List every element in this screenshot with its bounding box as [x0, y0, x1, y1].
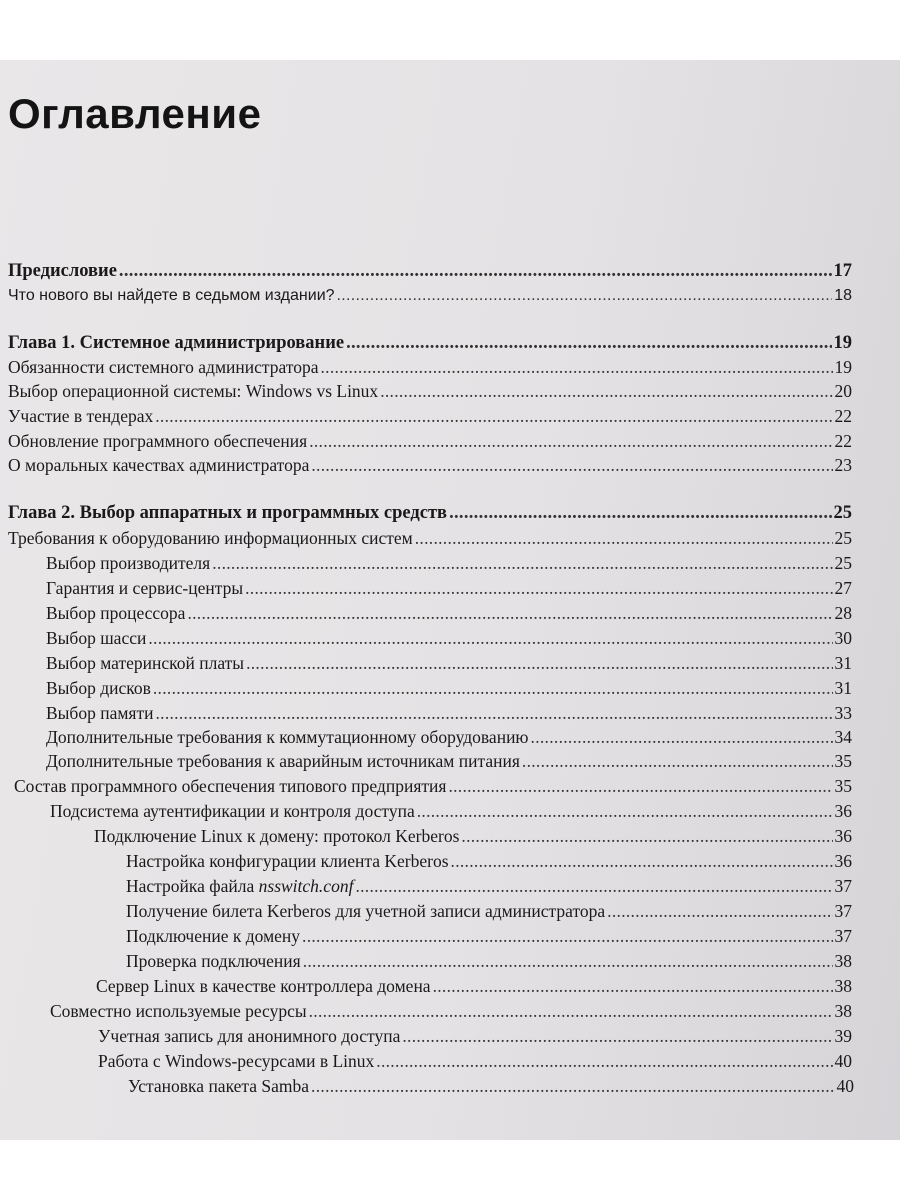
- toc-entry: Учетная запись для анонимного доступа ..... 39: [98, 1025, 852, 1047]
- toc-entry: Глава 2. Выбор аппаратных и программных средств ..... 25: [8, 502, 852, 524]
- toc-entry: Получение билета Kerberos для учетной записи администратора ..... 37: [126, 900, 852, 922]
- toc-entry: Требования к оборудованию информационных систем ..... 25: [8, 527, 852, 549]
- toc-entry: Сервер Linux в качестве контроллера домена ..... 38: [96, 975, 852, 997]
- toc-entry: Выбор дисков ..... 31: [46, 677, 852, 699]
- toc-entry: Выбор операционной системы: Windows vs Linux ..... 20: [8, 380, 852, 402]
- page-title: Оглавление: [8, 90, 262, 137]
- toc-entry: Обязанности системного администратора ..... 19: [8, 356, 852, 378]
- toc-entry: Выбор производителя ..... 25: [46, 552, 852, 574]
- toc-entry: Работа с Windows-ресурсами в Linux ..... 40: [98, 1050, 852, 1072]
- toc-entry: О моральных качествах администратора ..... 23: [8, 454, 852, 476]
- toc-entry: Совместно используемые ресурсы ..... 38: [50, 1000, 852, 1022]
- toc-entry: Подсистема аутентификации и контроля доступа ..... 36: [50, 800, 852, 822]
- toc-entry: Выбор памяти ..... 33: [46, 702, 852, 724]
- toc-entry: Что нового вы найдете в седьмом издании? ..... 18: [8, 285, 852, 307]
- toc-entry: Обновление программного обеспечения ..... 22: [8, 430, 852, 452]
- toc-entry: Настройка конфигурации клиента Kerberos ..... 36: [126, 850, 852, 872]
- toc-entry: Проверка подключения ..... 38: [126, 950, 852, 972]
- toc-entry: Подключение Linux к домену: протокол Kerberos ..... 36: [94, 825, 852, 847]
- toc-entry: Предисловие ..... 17: [8, 260, 852, 282]
- toc-entry: Выбор материнской платы ..... 31: [46, 652, 852, 674]
- toc-entry: Настройка файла nsswitch.conf ..... 37: [126, 875, 852, 897]
- toc-entry: Глава 1. Системное администрирование ..... 19: [8, 332, 852, 354]
- toc-entry: Подключение к домену ..... 37: [126, 925, 852, 947]
- toc-entry: Участие в тендерах ..... 22: [8, 405, 852, 427]
- toc-entry: Состав программного обеспечения типового предприятия ..... 35: [14, 775, 852, 797]
- toc-entry: Выбор шасси ..... 30: [46, 627, 852, 649]
- toc-entry: Выбор процессора ..... 28: [46, 602, 852, 624]
- book-page: [0, 60, 900, 1140]
- toc-entry: Установка пакета Samba ..... 40: [128, 1075, 854, 1097]
- toc-entry: Дополнительные требования к коммутационному оборудованию ..... 34: [46, 726, 852, 748]
- toc-entry: Дополнительные требования к аварийным источникам питания ..... 35: [46, 750, 852, 772]
- toc-entry: Гарантия и сервис-центры ..... 27: [46, 577, 852, 599]
